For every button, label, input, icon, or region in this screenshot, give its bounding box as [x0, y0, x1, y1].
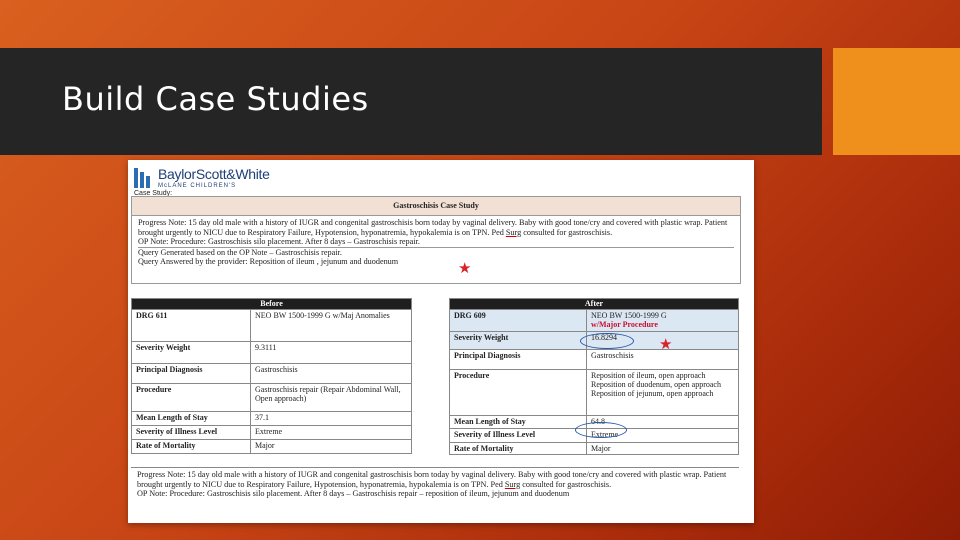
after-value: Gastroschisis	[587, 350, 739, 370]
before-label: Rate of Mortality	[132, 440, 251, 454]
case-study-label: Case Study:	[134, 190, 173, 197]
before-label: DRG 611	[132, 310, 251, 342]
case-study-heading: Gastroschisis Case Study	[132, 197, 740, 216]
after-label: Principal Diagnosis	[450, 350, 587, 370]
before-table	[131, 298, 412, 454]
after-value: NEO BW 1500-1999 G w/Major Procedure	[587, 310, 739, 332]
accent-box	[833, 48, 960, 155]
after-value: Major	[587, 443, 739, 455]
before-label: Procedure	[132, 384, 251, 412]
before-value: 37.1	[251, 412, 412, 426]
after-label: Rate of Mortality	[450, 443, 587, 455]
before-label: Severity of Illness Level	[132, 426, 251, 440]
star-icon: ★	[659, 337, 673, 353]
after-value: 16.8294	[587, 332, 739, 350]
severity-weight-highlight	[580, 333, 634, 349]
before-label: Principal Diagnosis	[132, 364, 251, 384]
case-study-document	[128, 160, 754, 523]
after-value: 64.8	[587, 416, 739, 429]
before-header: Before	[132, 299, 412, 310]
after-label: DRG 609	[450, 310, 587, 332]
after-value: Reposition of ileum, open approach Reposition of duodenum, open approach Reposition of jejunum, open approach	[587, 370, 739, 416]
before-value: NEO BW 1500-1999 G w/Maj Anomalies	[251, 310, 412, 342]
logo-subtitle: McLANE CHILDREN'S	[158, 183, 237, 189]
before-value: Gastroschisis repair (Repair Abdominal Wall, Open approach)	[251, 384, 412, 412]
length-of-stay-highlight	[575, 422, 627, 438]
after-label: Severity Weight	[450, 332, 587, 350]
query-generated: Query Generated based on the OP Note – Gastroschisis repair.	[138, 247, 734, 258]
before-label: Severity Weight	[132, 342, 251, 364]
before-value: 9.3111	[251, 342, 412, 364]
before-value: Gastroschisis	[251, 364, 412, 384]
after-value: Extreme	[587, 429, 739, 443]
before-value: Major	[251, 440, 412, 454]
after-label: Mean Length of Stay	[450, 416, 587, 429]
bottom-progress-note	[131, 467, 739, 501]
query-answered: Query Answered by the provider: Reposition of ileum , jejunum and duodenum	[138, 257, 399, 267]
logo-name: BaylorScott&White	[158, 166, 270, 182]
case-study-box	[131, 196, 741, 284]
logo-icon	[134, 168, 152, 188]
progress-note: Progress Note: 15 day old male with a history of IUGR and congenital gastroschisis born today by vaginal delivery. Baby with good tone/cry and covered with plastic wrap. Patient brought urgently to NICU due to Respiratory Failure, Hypotension, hyponatremia, hypokalemia is on TPN. Ped Surg consulted for gastroschisis.	[138, 218, 728, 237]
star-icon: ★	[458, 261, 472, 277]
op-note: OP Note: Procedure: Gastroschisis silo placement. After 8 days – Gastroschisis repair – reposition of ileum, jejunum and duodenum	[137, 489, 570, 499]
after-label: Severity of Illness Level	[450, 429, 587, 443]
after-label: Procedure	[450, 370, 587, 416]
slide-title: Build Case Studies	[62, 80, 369, 118]
before-value: Extreme	[251, 426, 412, 440]
progress-note: Progress Note: 15 day old male with a history of IUGR and congenital gastroschisis born today by vaginal delivery. Baby with good tone/cry and covered with plastic wrap. Patient brought urgently to NICU due to Respiratory Failure, Hypotension, hyponatremia, hypokalemia is on TPN. Ped Surg consulted for gastroschisis.	[137, 470, 727, 489]
op-note: OP Note: Procedure: Gastroschisis silo placement. After 8 days – Gastroschisis repair.	[138, 237, 420, 247]
after-header: After	[450, 299, 739, 310]
before-label: Mean Length of Stay	[132, 412, 251, 426]
